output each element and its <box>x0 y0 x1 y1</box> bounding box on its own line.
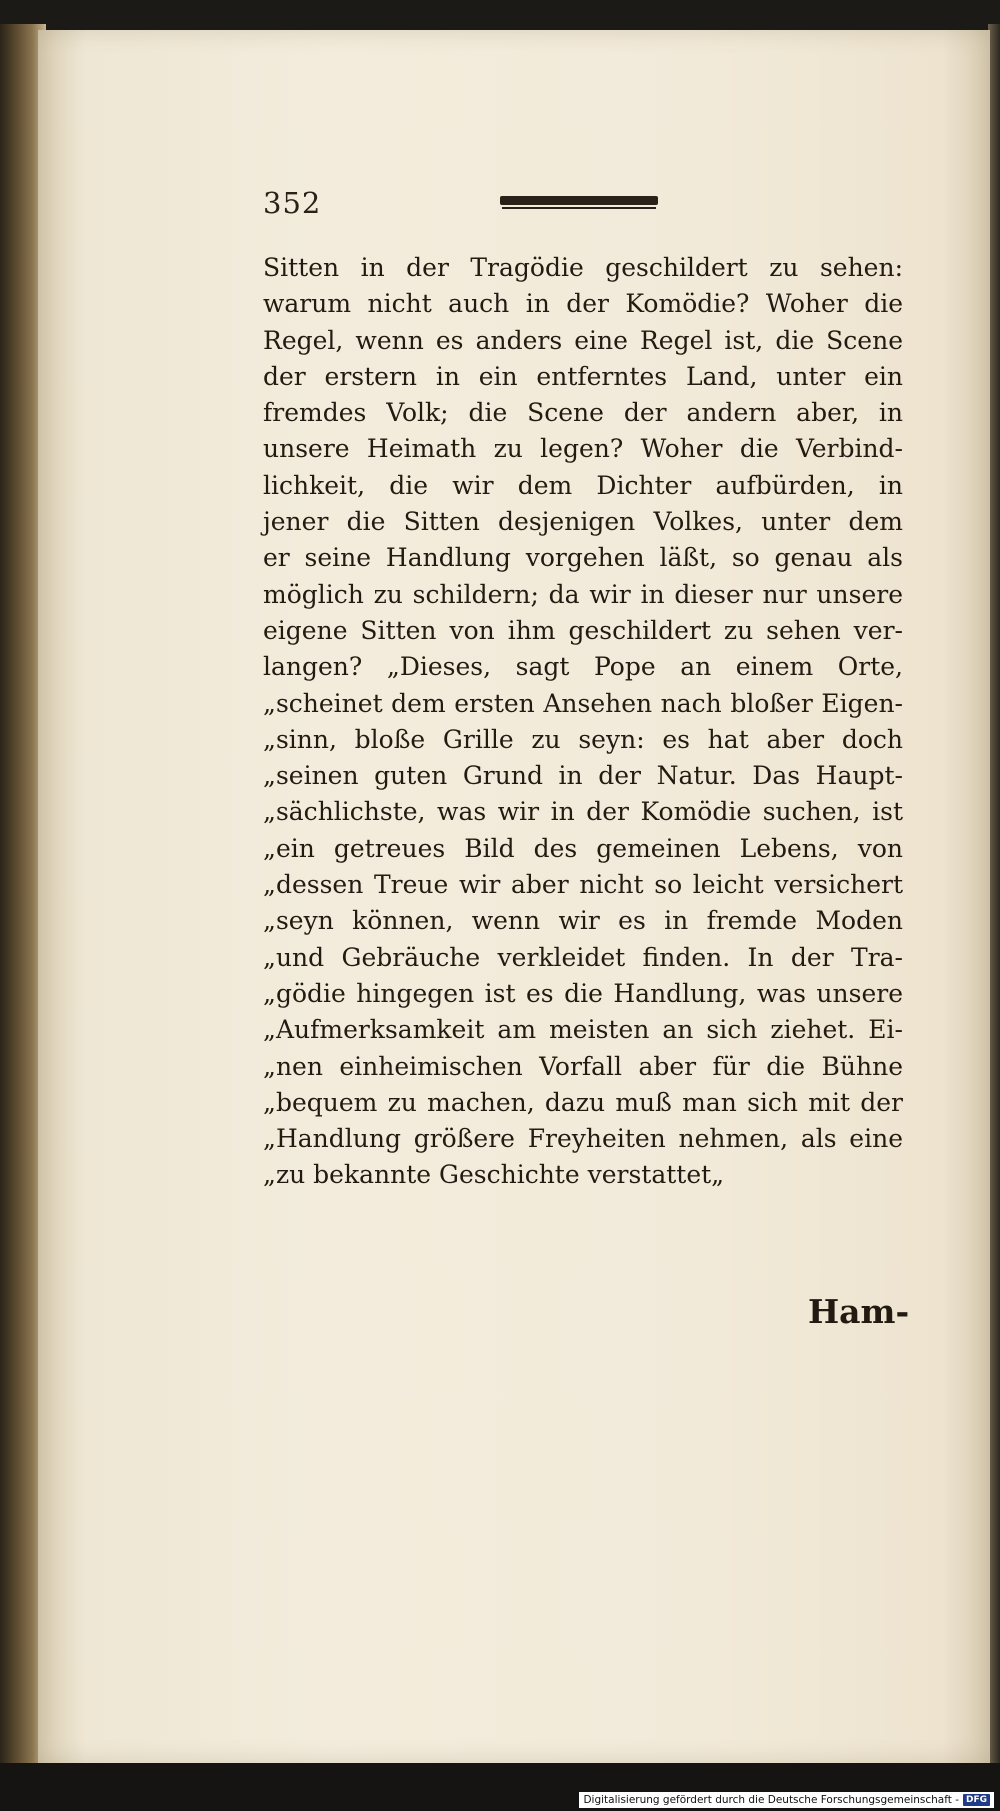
text-line: jener die Sitten desjenigen Volkes, unter dem <box>263 507 903 537</box>
text-line: unsere Heimath zu legen? Woher die Verbind- <box>263 434 903 464</box>
digitization-credit <box>579 1792 994 1808</box>
scan-top-border <box>0 0 1000 30</box>
text-line: „sinn, bloße Grille zu seyn: es hat aber doch <box>263 724 903 754</box>
text-line: möglich zu schildern; da wir in dieser nur unsere <box>263 579 903 609</box>
text-line: er seine Handlung vorgehen läßt, so genau als <box>263 543 903 573</box>
text-line: eigene Sitten von ihm geschildert zu sehen ver- <box>263 615 903 645</box>
text-line: „dessen Treue wir aber nicht so leicht versichert <box>263 870 903 900</box>
text-line: „ein getreues Bild des gemeinen Lebens, von <box>263 833 903 863</box>
text-line: Regel, wenn es anders eine Regel ist, die Scene <box>263 325 903 355</box>
text-line: „Handlung größere Freyheiten nehmen, als eine <box>263 1124 903 1154</box>
credit-text: Digitalisierung gefördert durch die Deutsche Forschungsgemeinschaft - <box>583 1794 959 1806</box>
text-line: Sitten in der Tragödie geschildert zu sehen: <box>263 253 903 282</box>
text-line: „zu bekannte Geschichte verstattet„ <box>263 1160 725 1190</box>
text-line: „nen einheimischen Vorfall aber für die Bühne <box>263 1051 903 1081</box>
text-line: lichkeit, die wir dem Dichter aufbürden, in <box>263 470 903 500</box>
text-line: der erstern in ein entferntes Land, unter ein <box>263 361 903 391</box>
body-text <box>263 250 903 1194</box>
header-rule <box>500 196 658 205</box>
text-line: warum nicht auch in der Komödie? Woher die <box>263 289 903 319</box>
text-line: langen? „Dieses, sagt Pope an einem Orte, <box>263 652 903 682</box>
text-line: „seyn können, wenn wir es in fremde Moden <box>263 906 903 936</box>
text-line: „Aufmerksamkeit am meisten an sich ziehet. Ei- <box>263 1015 903 1045</box>
text-line: „sächlichste, was wir in der Komödie suchen, ist <box>263 797 903 827</box>
dfg-logo: DFG <box>963 1794 990 1806</box>
page-number: 352 <box>263 186 322 220</box>
text-line: „gödie hingegen ist es die Handlung, was unsere <box>263 978 903 1008</box>
text-line: „und Gebräuche verkleidet finden. In der Tra- <box>263 942 903 972</box>
catchword: Ham- <box>808 1292 910 1331</box>
text-line: fremdes Volk; die Scene der andern aber, in <box>263 398 903 428</box>
text-line: „seinen guten Grund in der Natur. Das Haupt- <box>263 761 903 791</box>
text-line: „bequem zu machen, dazu muß man sich mit der <box>263 1087 903 1117</box>
text-line: „scheinet dem ersten Ansehen nach bloßer Eigen- <box>263 688 903 718</box>
